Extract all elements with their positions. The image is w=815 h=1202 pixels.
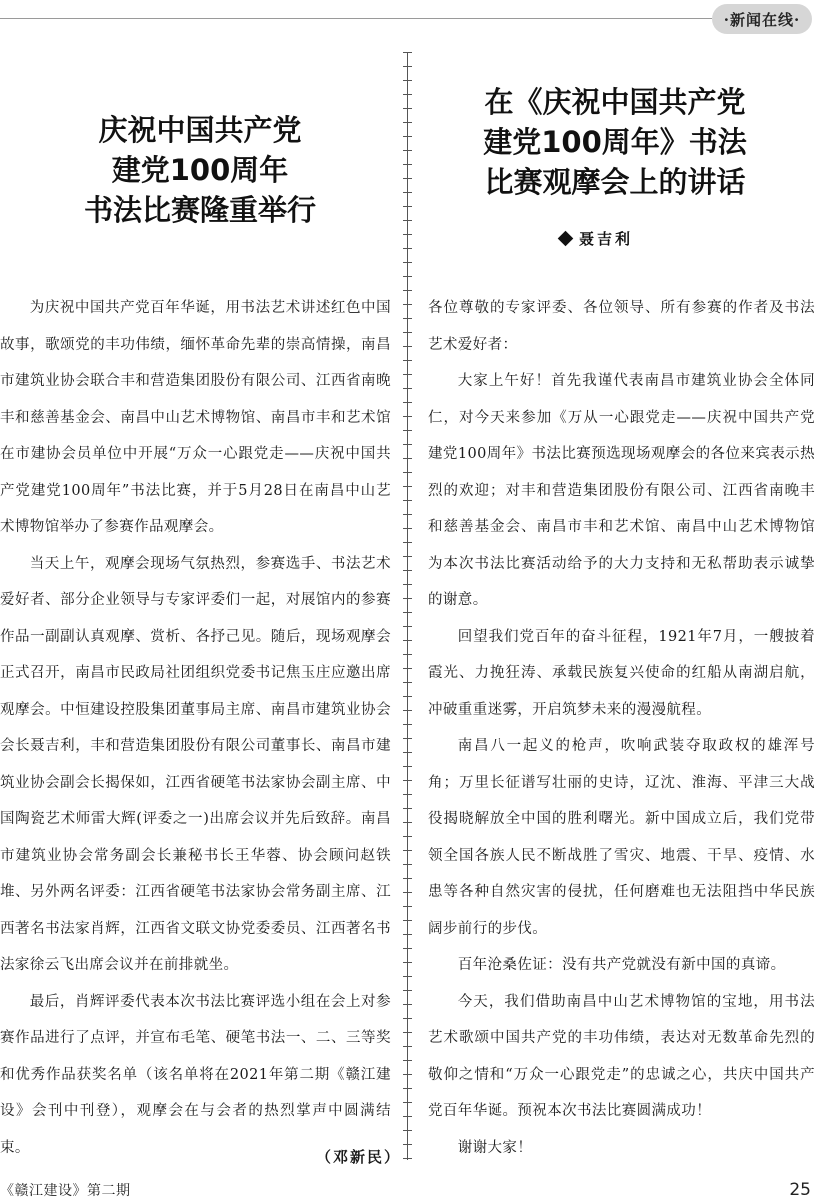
left-article-title bbox=[30, 110, 370, 230]
left-title-line: 庆祝中国共产党 bbox=[98, 113, 302, 147]
right-title-line: 比赛观摩会上的讲话 bbox=[484, 165, 746, 199]
body-paragraph: 南昌八一起义的枪声，吹响武装夺取政权的雄浑号角；万里长征谱写壮丽的史诗，辽沈、淮海、平津三大战役揭晓解放全中国的胜利曙光。新中国成立后，我们党带领全国各族人民不断战胜了雪灾、地震、干旱、疫情、水患等各种自然灾害的侵扰，任何磨难也无法阻挡中华民族阔步前行的步伐。 bbox=[428, 738, 815, 937]
body-paragraph: 百年沧桑佐证：没有共产党就没有新中国的真谛。 bbox=[457, 957, 786, 973]
body-paragraph: 今天，我们借助南昌中山艺术博物馆的宝地，用书法艺术歌颂中国共产党的丰功伟绩，表达对无数革命先烈的敬仰之情和“万众一心跟党走”的忠诚之心，共庆中国共产党百年华诞。预祝本次书法比赛圆满成功！ bbox=[428, 993, 815, 1119]
body-paragraph: 最后，肖辉评委代表本次书法比赛评选小组在会上对参赛作品进行了点评，并宣布毛笔、硬笔书法一、二、三等奖和优秀作品获奖名单（该名单将在2021年第二期《赣江建设》会刊中刊登），观摩会在与会者的热烈掌声中圆满结束。 bbox=[0, 993, 391, 1156]
left-article-byline: （邓新民） bbox=[316, 1148, 402, 1166]
publication-name: 《赣江建设》第二期 bbox=[0, 1183, 131, 1199]
right-article-body bbox=[428, 290, 815, 1166]
body-paragraph: 各位尊敬的专家评委、各位领导、所有参赛的作者及书法艺术爱好者： bbox=[428, 300, 815, 353]
author-name: 聂吉利 bbox=[579, 230, 634, 248]
column-divider-ticks bbox=[403, 52, 412, 1160]
body-paragraph: 大家上午好！首先我谨代表南昌市建筑业协会全体同仁，对今天来参加《万从一心跟党走——庆祝中国共产党建党100周年》书法比赛预选现场观摩会的各位来宾表示热烈的欢迎；对丰和营造集团股份有限公司、江西省南晚丰和慈善基金会、南昌市丰和艺术馆、南昌中山艺术博物馆为本次书法比赛活动给予的大力支持和无私帮助表示诚挚的谢意。 bbox=[428, 373, 815, 608]
right-article-author bbox=[560, 228, 710, 249]
header-rule bbox=[0, 18, 712, 19]
diamond-bullet-icon bbox=[558, 231, 574, 247]
body-paragraph: 当天上午，观摩会现场气氛热烈，参赛选手、书法艺术爱好者、部分企业领导与专家评委们一起，对展馆内的参赛作品一副副认真观摩、赏析、各抒己见。随后，现场观摩会正式召开，南昌市民政局社团组织党委书记焦玉庄应邀出席观摩会。中恒建设控股集团董事局主席、南昌市建筑业协会会长聂吉利，丰和营造集团股份有限公司董事长、南昌市建筑业协会副会长揭保如，江西省硬笔书法家协会副主席、中国陶瓷艺术师雷大辉(评委之一)出席会议并先后致辞。南昌市建筑业协会常务副会长兼秘书长王华蓉、协会顾问赵铁堆、另外两名评委：江西省硬笔书法家协会常务副主席、江西著名书法家肖辉，江西省文联文协党委委员、江西著名书法家徐云飞出席会议并在前排就坐。 bbox=[0, 555, 391, 973]
left-title-line: 建党100周年 bbox=[111, 153, 289, 187]
body-paragraph: 回望我们党百年的奋斗征程，1921年7月，一艘披着霞光、力挽狂涛、承载民族复兴使命的红船从南湖启航，冲破重重迷雾，开启筑梦未来的漫漫航程。 bbox=[428, 628, 815, 718]
right-article-title bbox=[420, 82, 810, 202]
right-title-line: 在《庆祝中国共产党 bbox=[484, 85, 746, 119]
section-tab: ·新闻在线· bbox=[712, 4, 812, 34]
page-number: 25 bbox=[789, 1180, 811, 1200]
left-title-line: 书法比赛隆重举行 bbox=[83, 193, 316, 227]
left-article-body bbox=[0, 290, 391, 1166]
body-paragraph: 为庆祝中国共产党百年华诞，用书法艺术讲述红色中国故事，歌颂党的丰功伟绩，缅怀革命先辈的崇高情操，南昌市建筑业协会联合丰和营造集团股份有限公司、江西省南晚丰和慈善基金会、南昌中山艺术博物馆、南昌市丰和艺术馆在市建协会员单位中开展“万众一心跟党走——庆祝中国共产党建党100周年”书法比赛，并于5月28日在南昌中山艺术博物馆举办了参赛作品观摩会。 bbox=[0, 300, 391, 535]
right-title-line: 建党100周年》书法 bbox=[483, 125, 747, 159]
body-paragraph: 谢谢大家！ bbox=[457, 1139, 533, 1156]
